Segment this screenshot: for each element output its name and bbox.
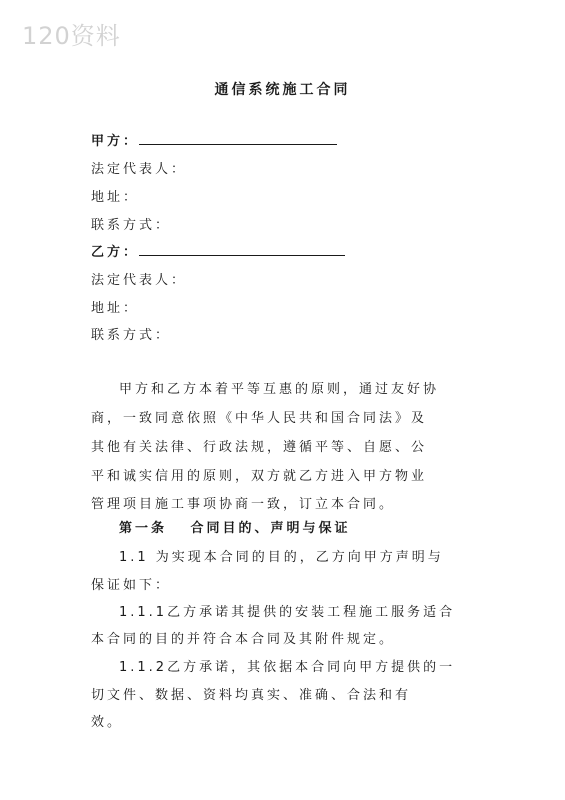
party-a-label: 甲方： xyxy=(91,134,140,149)
party-b-row xyxy=(91,241,345,260)
party-a-row xyxy=(91,130,337,149)
party-a-address: 地址： xyxy=(91,190,140,205)
intro-line: 其他有关法律、行政法规，遵循平等、自愿、公 xyxy=(91,440,428,455)
party-a-contact: 联系方式： xyxy=(91,218,172,233)
party-b-legal-rep: 法定代表人： xyxy=(91,273,188,288)
party-a-legal-rep: 法定代表人： xyxy=(91,162,188,177)
party-b-contact: 联系方式： xyxy=(91,328,172,343)
watermark: 120资料 xyxy=(22,22,121,50)
clause-1-1-1-line: 本合同的目的并符合本合同及其附件规定。 xyxy=(91,632,396,647)
intro-line: 平和诚实信用的原则，双方就乙方进入甲方物业 xyxy=(91,469,428,484)
article-1-heading: 第一条 合同目的、声明与保证 xyxy=(119,521,351,536)
clause-1-1-line: 保证如下： xyxy=(91,578,172,593)
intro-line: 甲方和乙方本着平等互惠的原则，通过友好协 xyxy=(119,382,440,397)
party-b-label: 乙方： xyxy=(91,245,140,260)
party-b-address: 地址： xyxy=(91,301,140,316)
clause-1-1-2-line: 1.1.2乙方承诺，其依据本合同向甲方提供的一 xyxy=(119,660,456,675)
party-a-blank xyxy=(139,134,337,145)
intro-line: 管理项目施工事项协商一致，订立本合同。 xyxy=(91,497,396,512)
intro-line: 商，一致同意依照《中华人民共和国合同法》及 xyxy=(91,411,428,426)
document-title: 通信系统施工合同 xyxy=(214,82,351,98)
party-b-blank xyxy=(139,245,345,256)
clause-1-1-line: 1.1 为实现本合同的目的，乙方向甲方声明与 xyxy=(119,550,444,565)
clause-1-1-2-line: 切文件、数据、资料均真实、准确、合法和有 xyxy=(91,688,412,703)
clause-1-1-1-line: 1.1.1乙方承诺其提供的安装工程施工服务适合 xyxy=(119,605,456,620)
clause-1-1-2-line: 效。 xyxy=(91,715,124,730)
